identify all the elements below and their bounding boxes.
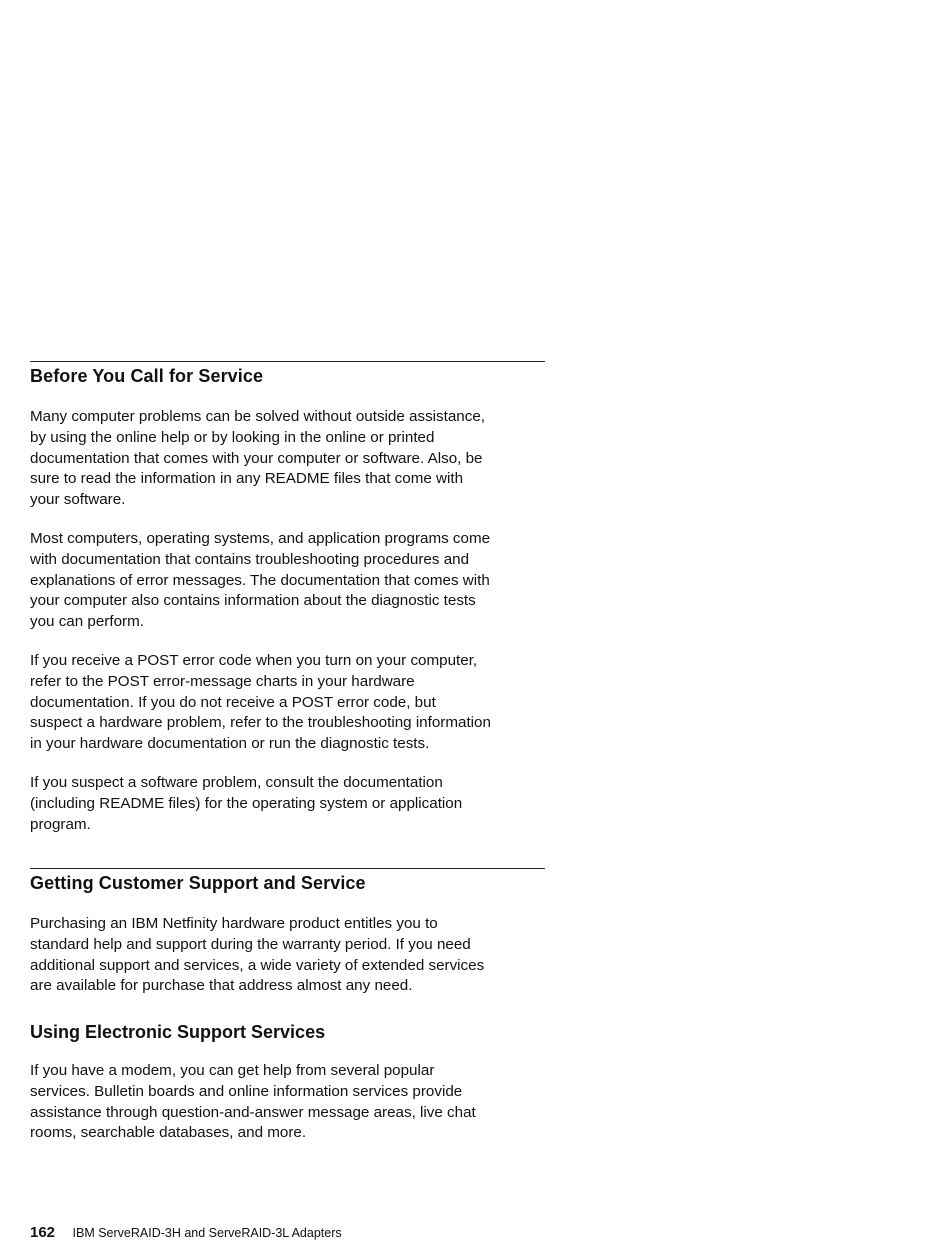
paragraph-customer-support-1: Purchasing an IBM Netfinity hardware product entitles you to standard help and support during the warranty period. If you need additional support and services, a wide variety of extended services are available for purchase that address almost any need. [30, 915, 485, 995]
page-footer [30, 1224, 342, 1241]
paragraph-before-call-2: Most computers, operating systems, and application programs come with documentation that contains troubleshooting procedures and explanations of error messages. The documentation that comes with your computer also contains information about the diagnostic tests you can perform. [30, 530, 491, 631]
page-number: 162 [30, 1224, 56, 1241]
paragraph-electronic-support-1: If you have a modem, you can get help from several popular services. Bulletin boards and online information services provide assistance through question-and-answer message areas, live chat rooms, searchable databases, and more. [30, 1062, 476, 1142]
paragraph-before-call-1: Many computer problems can be solved without outside assistance, by using the online help or by looking in the online or printed documentation that comes with your computer or software. Also, be sure to read the information in any README files that come with your software. [30, 408, 486, 509]
section-rule-before-call [30, 361, 545, 362]
heading-before-call: Before You Call for Service [30, 366, 264, 386]
paragraph-before-call-4: If you suspect a software problem, consult the documentation (including README files) for the operating system or application program. [30, 774, 463, 833]
heading-electronic-support: Using Electronic Support Services [30, 1022, 326, 1042]
paragraph-before-call-3: If you receive a POST error code when you turn on your computer, refer to the POST error-message charts in your hardware documentation. If you do not receive a POST error code, but suspect a hardware problem, refer to the troubleshooting information in your hardware documentation or run the diagnostic tests. [30, 652, 491, 753]
heading-customer-support: Getting Customer Support and Service [30, 873, 366, 893]
section-rule-customer-support [30, 868, 545, 869]
book-title: IBM ServeRAID-3H and ServeRAID-3L Adapters [72, 1226, 342, 1240]
